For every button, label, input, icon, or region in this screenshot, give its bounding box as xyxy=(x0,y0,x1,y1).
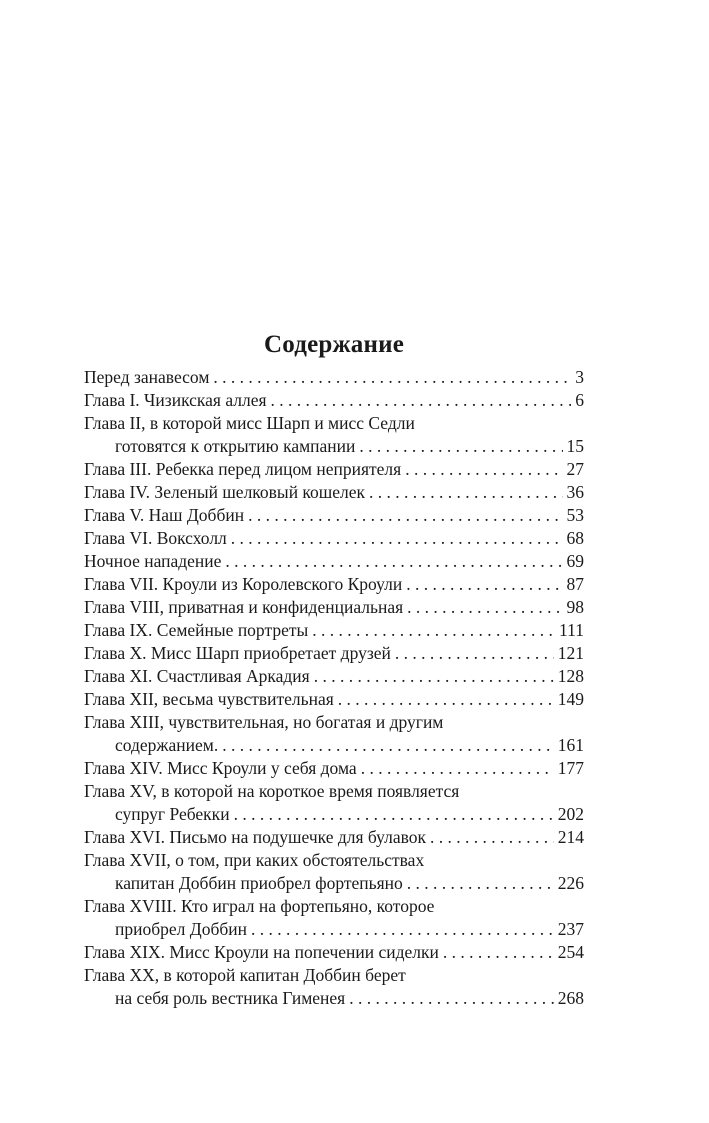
toc-entry-text: Глава XVII, о том, при каких обстоятельствах xyxy=(84,850,425,870)
toc-entry-title-line xyxy=(84,688,584,711)
toc-entry-text: Глава XIX. Мисс Кроули на попечении сиделки xyxy=(84,942,439,962)
toc-entry-title-line xyxy=(84,826,584,849)
toc-entry-continuation-line xyxy=(84,987,584,1010)
toc-entry-title-line xyxy=(84,573,584,596)
toc-entry-text: Глава I. Чизикская аллея xyxy=(84,390,267,410)
toc-leader-dots xyxy=(369,481,562,504)
toc-entry xyxy=(84,481,584,504)
toc-entry-text: Глава V. Наш Доббин xyxy=(84,505,245,525)
toc-entry-continuation-line xyxy=(84,435,584,458)
toc-entry-title-line xyxy=(84,711,584,734)
toc-leader-dots xyxy=(222,734,554,757)
toc-entry-text: Глава XI. Счастливая Аркадия xyxy=(84,666,310,686)
toc-leader-dots xyxy=(406,573,562,596)
toc-leader-dots xyxy=(338,688,554,711)
toc-leader-dots xyxy=(349,987,554,1010)
toc-entry xyxy=(84,573,584,596)
toc-page-number: 214 xyxy=(557,827,584,847)
toc-leader-dots xyxy=(405,458,562,481)
toc-entry-title-line xyxy=(84,504,584,527)
toc-leader-dots xyxy=(234,803,554,826)
toc-entry-text: Глава XIII, чувствительная, но богатая и другим xyxy=(84,712,444,732)
toc-page-number: 27 xyxy=(566,459,584,479)
toc-page-number: 111 xyxy=(559,620,584,640)
toc-entry-continuation-line xyxy=(84,734,584,757)
toc-entry xyxy=(84,849,584,895)
toc-page-number: 161 xyxy=(557,735,584,755)
toc-entry-text: готовятся к открытию кампании xyxy=(115,436,356,456)
toc-leader-dots xyxy=(231,527,563,550)
toc-entry xyxy=(84,642,584,665)
toc-leader-dots xyxy=(225,550,562,573)
toc-entry xyxy=(84,711,584,757)
toc-entry xyxy=(84,941,584,964)
toc-entry-title-line xyxy=(84,366,584,389)
toc-leader-dots xyxy=(395,642,554,665)
toc-entry xyxy=(84,366,584,389)
toc-entry-title-line xyxy=(84,412,584,435)
toc-entry-title-line xyxy=(84,481,584,504)
toc-leader-dots xyxy=(361,757,554,780)
toc-entry-title-line xyxy=(84,458,584,481)
toc-leader-dots xyxy=(312,619,555,642)
toc-entry-text: Ночное нападение xyxy=(84,551,222,571)
toc-leader-dots xyxy=(359,435,562,458)
toc-entry-title-line xyxy=(84,596,584,619)
toc-entry xyxy=(84,780,584,826)
toc-entry xyxy=(84,619,584,642)
toc-entry-title-line xyxy=(84,757,584,780)
toc-leader-dots xyxy=(251,918,554,941)
toc-entry xyxy=(84,504,584,527)
toc-entry-title-line xyxy=(84,527,584,550)
toc-entry-title-line xyxy=(84,849,584,872)
toc-page-number: 53 xyxy=(566,505,584,525)
toc-page-number: 121 xyxy=(557,643,584,663)
toc-page-number: 36 xyxy=(566,482,584,502)
toc-entry-text: Глава VIII, приватная и конфиденциальная xyxy=(84,597,404,617)
toc-page-number: 149 xyxy=(557,689,584,709)
toc-entry xyxy=(84,596,584,619)
toc-page-number: 268 xyxy=(557,988,584,1008)
toc-entry-text: Глава VI. Воксхолл xyxy=(84,528,227,548)
toc-page-number: 237 xyxy=(557,919,584,939)
toc-page-number: 128 xyxy=(557,666,584,686)
toc-entry-continuation-line xyxy=(84,918,584,941)
toc-entry-text: Глава XII, весьма чувствительная xyxy=(84,689,334,709)
toc-entry xyxy=(84,688,584,711)
toc-entry xyxy=(84,458,584,481)
toc-leader-dots xyxy=(407,872,554,895)
toc-entry-text: супруг Ребекки xyxy=(115,804,230,824)
toc-leader-dots xyxy=(430,826,554,849)
toc-entry-title-line xyxy=(84,642,584,665)
toc-page-number: 177 xyxy=(557,758,584,778)
toc-leader-dots xyxy=(314,665,554,688)
toc-page-number: 226 xyxy=(557,873,584,893)
toc-leader-dots xyxy=(213,366,571,389)
toc-page-number: 87 xyxy=(566,574,584,594)
toc-entry-text: капитан Доббин приобрел фортепьяно xyxy=(115,873,403,893)
toc-entry xyxy=(84,964,584,1010)
toc-entry xyxy=(84,665,584,688)
toc-entry-title-line xyxy=(84,389,584,412)
toc-entry xyxy=(84,550,584,573)
toc-page-number: 254 xyxy=(557,942,584,962)
toc-entry-text: приобрел Доббин xyxy=(115,919,247,939)
toc-entry-text: Глава II, в которой мисс Шарп и мисс Седли xyxy=(84,413,415,433)
page-title: Содержание xyxy=(263,330,404,358)
toc-entry-text: на себя роль вестника Гименея xyxy=(115,988,346,1008)
toc-entry-title-line xyxy=(84,665,584,688)
toc-entry-text: Глава XV, в которой на короткое время появляется xyxy=(84,781,460,801)
table-of-contents xyxy=(84,366,584,1010)
toc-entry-title-line xyxy=(84,619,584,642)
toc-entry-text: Перед занавесом xyxy=(84,367,210,387)
toc-page-number: 3 xyxy=(575,367,584,387)
toc-entry-text: Глава XIV. Мисс Кроули у себя дома xyxy=(84,758,357,778)
toc-entry-text: Глава X. Мисс Шарп приобретает друзей xyxy=(84,643,391,663)
toc-entry-continuation-line xyxy=(84,803,584,826)
toc-page-number: 15 xyxy=(566,436,584,456)
toc-entry-title-line xyxy=(84,895,584,918)
toc-entry-text: Глава XVI. Письмо на подушечке для булавок xyxy=(84,827,427,847)
toc-leader-dots xyxy=(248,504,562,527)
toc-entry xyxy=(84,826,584,849)
toc-entry-title-line xyxy=(84,780,584,803)
toc-entry-title-line xyxy=(84,941,584,964)
toc-entry xyxy=(84,389,584,412)
toc-page-number: 6 xyxy=(575,390,584,410)
toc-entry xyxy=(84,895,584,941)
toc-page-number: 68 xyxy=(566,528,584,548)
toc-entry-text: Глава IV. Зеленый шелковый кошелек xyxy=(84,482,366,502)
toc-entry-text: Глава XVIII. Кто играл на фортепьяно, которое xyxy=(84,896,435,916)
toc-entry-text: Глава III. Ребекка перед лицом неприятеля xyxy=(84,459,402,479)
toc-entry-continuation-line xyxy=(84,872,584,895)
toc-page-number: 202 xyxy=(557,804,584,824)
toc-entry-text: содержанием. xyxy=(115,735,219,755)
toc-entry xyxy=(84,412,584,458)
toc-leader-dots xyxy=(443,941,554,964)
toc-entry xyxy=(84,757,584,780)
toc-entry-text: Глава XX, в которой капитан Доббин берет xyxy=(84,965,406,985)
toc-leader-dots xyxy=(407,596,562,619)
toc-entry-text: Глава VII. Кроули из Королевского Кроули xyxy=(84,574,403,594)
toc-entry-text: Глава IX. Семейные портреты xyxy=(84,620,309,640)
toc-page-number: 69 xyxy=(566,551,584,571)
toc-page-number: 98 xyxy=(566,597,584,617)
toc-entry-title-line xyxy=(84,550,584,573)
toc-entry-title-line xyxy=(84,964,584,987)
toc-leader-dots xyxy=(271,389,572,412)
toc-entry xyxy=(84,527,584,550)
